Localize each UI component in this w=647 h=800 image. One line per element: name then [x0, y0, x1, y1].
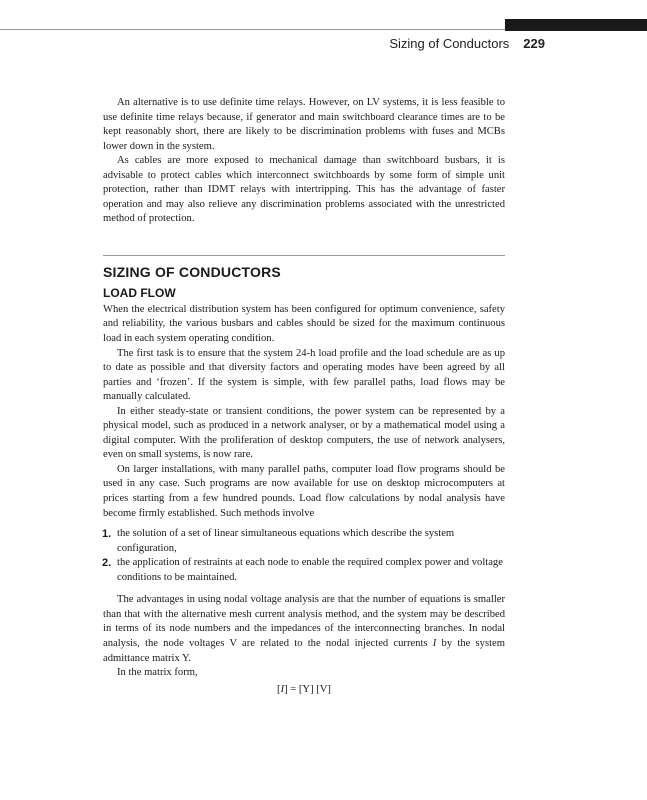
- page-number: 229: [523, 36, 545, 51]
- section-divider: [103, 255, 505, 256]
- list-text: the solution of a set of linear simultaneous equations which describe the system configuration,: [117, 528, 455, 554]
- paragraph: [103, 593, 505, 666]
- bracket: [: [277, 683, 281, 695]
- running-head: [0, 36, 545, 51]
- paragraph: An alternative is to use definite time relays. However, on LV systems, it is less feasible to use definite time relays because, if generator and main switchboard clearance times are to be kept reasonably short, there are likely to be discrimination problems with fuses and MCBs lower down in the system.: [103, 97, 505, 152]
- math-variable: I: [432, 637, 437, 649]
- numbered-list: [103, 527, 505, 585]
- list-number: 1.: [102, 528, 112, 541]
- matrix-equation: [103, 683, 505, 698]
- header-bar: [505, 19, 647, 31]
- header-rule: [0, 29, 505, 30]
- paragraph: As cables are more exposed to mechanical damage than switchboard busbars, it is advisable to protect cables which interconnect switchboards by some form of simple unit protection, rather than IDMT relays with intertripping. This has the advantage of faster operation and may also relieve any discrimination problems associated with the unrestricted method of protection.: [103, 155, 505, 225]
- running-head-title: Sizing of Conductors: [389, 36, 510, 51]
- page-body: [103, 96, 505, 697]
- text-run: by the system admittance matrix Y.: [103, 637, 505, 664]
- list-item: [103, 527, 505, 556]
- section-heading: SIZING OF CONDUCTORS: [103, 263, 281, 280]
- paragraph: When the electrical distribution system has been configured for optimum convenience, safety and reliability, the various busbars and cables should be sized for the maximum continuous load in each system operating condition.: [103, 303, 505, 345]
- paragraph: On larger installations, with many parallel paths, computer load flow programs should be used in any case. Such programs are now available for use on desktop microcomputers at prices starting from a few hundred pounds. Load flow calculations by nodal analysis have become firmly established. Such methods involve: [103, 463, 505, 519]
- math-variable: I: [280, 683, 285, 695]
- list-number: 2.: [102, 557, 112, 570]
- paragraph: The first task is to ensure that the system 24-h load profile and the load schedule are as up to date as possible and that diversity factors and operating modes have been agreed by all parties and ‘frozen’. If the system is simple, with few parallel paths, load flows may be manually calculated.: [103, 347, 505, 403]
- equation-rhs: = [Y] [V]: [287, 683, 331, 695]
- paragraph: In either steady-state or transient conditions, the power system can be represented by a physical model, such as produced in a network analyser, or by a mathematical model using a digital computer. With the proliferation of desktop computers, the use of network analysers, even on small systems, is now rare.: [103, 405, 505, 461]
- subsection-heading: LOAD FLOW: [103, 285, 176, 300]
- text-run: The advantages in using nodal voltage analysis are that the number of equations is smaller than that with the alternative mesh current analysis method, and the system may be described in terms of its node numbers and the impedances of the interconnecting branches. In nodal analysis, the node voltages V are related to the nodal injected currents: [103, 594, 505, 649]
- paragraph: In the matrix form,: [117, 667, 198, 679]
- bracket: ]: [284, 683, 288, 695]
- list-item: [103, 556, 505, 585]
- list-text: the application of restraints at each node to enable the required complex power and voltage conditions to be maintained.: [117, 557, 503, 583]
